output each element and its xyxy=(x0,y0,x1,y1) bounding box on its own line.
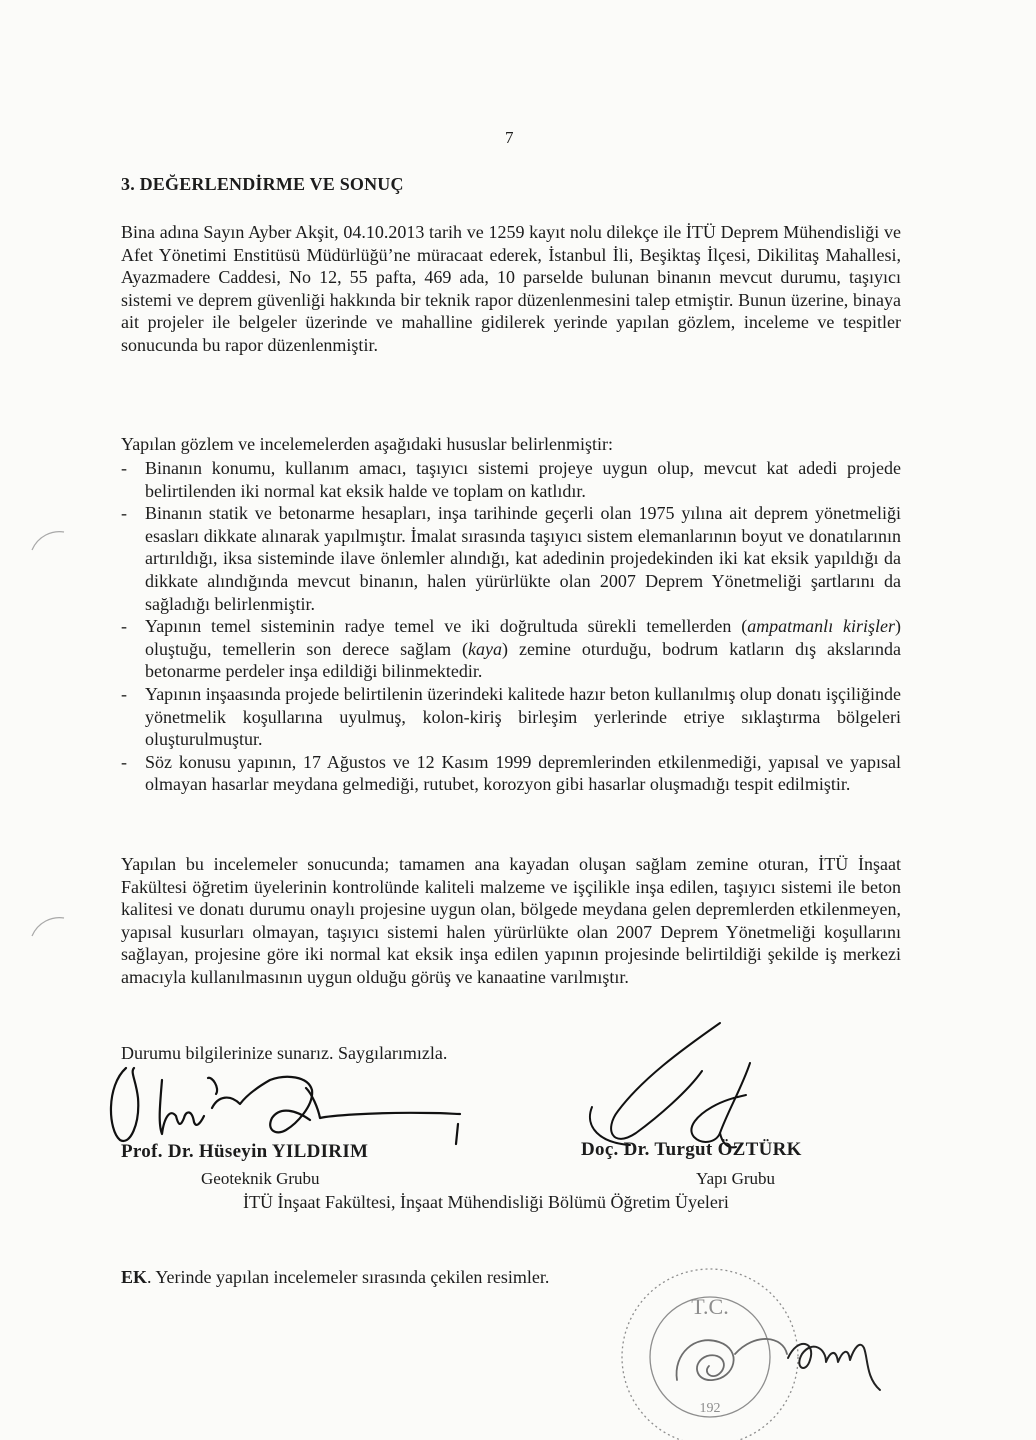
initials-mark xyxy=(780,1318,890,1398)
findings-list xyxy=(121,457,901,796)
finding-text: Yapının temel sisteminin radye temel ve iki doğrultuda sürekli temellerden ( xyxy=(145,616,748,637)
bullet-dash: - xyxy=(121,683,127,704)
annex-text: . Yerinde yapılan incelemeler sırasında çekilen resimler. xyxy=(147,1267,550,1287)
finding-item xyxy=(121,683,901,751)
signatory-right-name: Doç. Dr. Turgut ÖZTÜRK xyxy=(581,1139,802,1160)
paragraph-request: Bina adına Sayın Ayber Akşit, 04.10.2013 tarih ve 1259 kayıt nolu dilekçe ile İTÜ Deprem Mühendisliği ve Afet Yönetimi Enstitüsü Müdürlüğü’ne müracaat ederek, İstanbul İli, Beşiktaş İlçesi, Dikilitaş Mahallesi, Ayazmadere Caddesi, No 12, 55 pafta, 469 ada, 10 parselde bulunan binanın mevcut durumu, taşıyıcı sistemi ve deprem güvenliği hakkında bir teknik rapor düzenlenmesini talep etmiştir. Bunun üzerine, binaya ait projeler ile belgeler üzerinde ve mahalline gidilerek yerinde yapılan gözlem, inceleme ve tespitler sonucunda bu rapor düzenlenmiştir. xyxy=(121,222,901,355)
finding-item xyxy=(121,615,901,683)
page-number: 7 xyxy=(505,128,514,147)
margin-mark xyxy=(18,910,78,940)
finding-text: Binanın statik ve betonarme hesapları, inşa tarihinde geçerli olan 1975 yılına ait deprem yönetmeliği esasları dikkate alınarak yapılmıştır. İmalat sırasında taşıyıcı sistem elemanlarının boyut ve donatılarının artırıldığı, iksa sisteminde ilave önlemler alındığı, kat adedinin projedekinden iki kat eksik yapıldığı da dikkate alındığında mevcut binanın, halen yürürlükte olan 2007 Deprem Yönetmeliği şartlarını da sağladığı belirlenmiştir. xyxy=(145,503,901,614)
stamp-year-text: 192 xyxy=(699,1401,721,1416)
section-title: 3. DEĞERLENDİRME VE SONUÇ xyxy=(121,174,404,194)
margin-mark xyxy=(18,524,78,554)
signatory-right-group: Yapı Grubu xyxy=(696,1169,776,1188)
finding-item xyxy=(121,457,901,502)
finding-text: Yapının inşaasında projede belirtilenin üzerindeki kalitede hazır beton kullanılmış olup donatı işçiliğinde yönetmelik koşullarına uyulmuş, kolon-kiriş birleşim yerlerinde etriye sıklaştırma bölgeleri oluşturulmuştur. xyxy=(145,683,901,750)
faculty-line: İTÜ İnşaat Fakültesi, İnşaat Mühendisliği Bölümü Öğretim Üyeleri xyxy=(243,1192,729,1212)
finding-text: Binanın konumu, kullanım amacı, taşıyıcı sistemi projeye uygun olup, mevcut kat adedi projede belirtilenden iki normal kat eksik halde ve toplam on katlıdır. xyxy=(145,458,901,501)
bullet-dash: - xyxy=(121,458,127,478)
annex-label: EK xyxy=(121,1267,148,1287)
stamp-center-text: T.C. xyxy=(691,1294,729,1319)
bullet-dash: - xyxy=(121,616,127,637)
finding-term: kaya xyxy=(468,638,503,659)
institute-stamp xyxy=(615,1262,805,1440)
closing-line: Durumu bilgilerinize sunarız. Saygılarımızla. xyxy=(121,1043,448,1063)
finding-text: Söz konusu yapının, 17 Ağustos ve 12 Kasım 1999 depremlerinden etkilenmediği, yapısal ve yapısal olmayan hasarlar meydana gelmediği, rutubet, korozyon gibi hasarlar oluşmadığı tespit edilmiştir. xyxy=(145,751,901,795)
finding-term: ampatmanlı kirişler xyxy=(747,616,895,637)
finding-item xyxy=(121,502,901,615)
annex-line xyxy=(121,1267,549,1288)
paragraph-conclusion: Yapılan bu incelemeler sonucunda; tamamen ana kayadan oluşan sağlam zemine oturan, İTÜ İnşaat Fakültesi öğretim üyelerinin kontrolünde kaliteli malzeme ve işçilikle inşa edilen, taşıyıcı sistemi ile beton kalitesi ve donatı durumu onaylı projesine uygun olan, bölgede meydana gelen depremlerden etkilenmeyen, yapısal kusurları olmayan, taşıyıcı sistemi halen yürürlükte olan 2007 Deprem Yönetmeliği koşullarını sağlayan, projesine göre iki normal kat eksik inşa edilen yapının projesinde belirtildiği şekilde iş merkezi amacıyla kullanılmasının uygun olduğu görüş ve kanaatine varılmıştır. xyxy=(121,854,901,987)
bullet-dash: - xyxy=(121,503,127,524)
signatory-left-group: Geoteknik Grubu xyxy=(201,1169,320,1188)
finding-text: ) oluştuğu, temellerin son derece sağlam ( xyxy=(145,616,901,659)
finding-text: ) zemine oturduğu, bodrum katların dış akslarında betonarme perdeler inşa edildiği bilinmektedir. xyxy=(145,638,901,682)
finding-item xyxy=(121,751,901,796)
bullet-dash: - xyxy=(121,751,127,772)
findings-intro: Yapılan gözlem ve incelemelerden aşağıdaki hususlar belirlenmiştir: xyxy=(121,434,614,454)
signatory-left-name: Prof. Dr. Hüseyin YILDIRIM xyxy=(121,1141,369,1162)
